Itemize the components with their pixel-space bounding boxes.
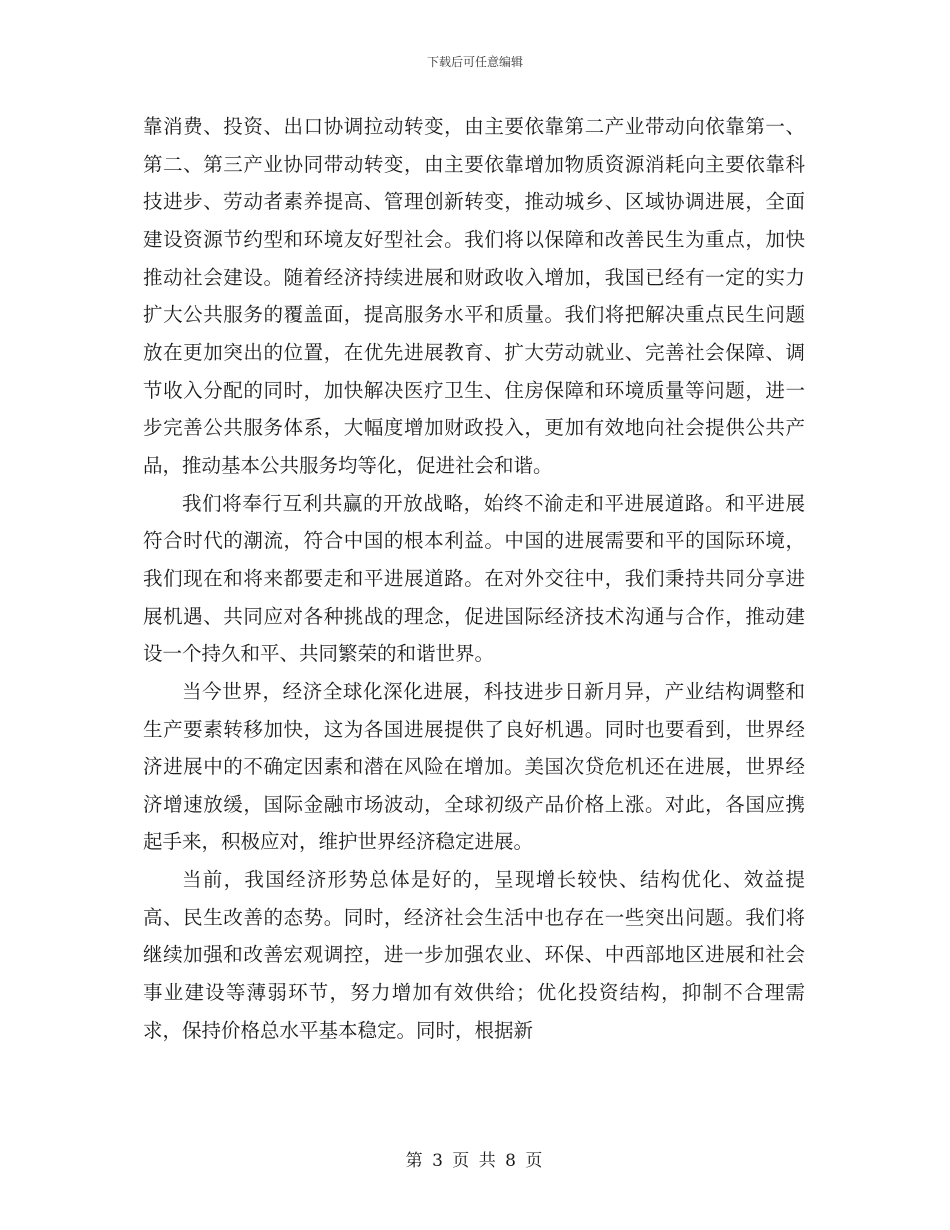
page-header-note: 下载后可任意编辑 [426,55,523,69]
paragraph-3: 当今世界，经济全球化深化进展，科技进步日新月异，产业结构调整和生产要素转移加快，这为各国进展提供了良好机遇。同时也要看到，世界经济进展中的不确定因素和潜在风险在增加。美国次贷危机还在进展，世界经济增速放缓，国际金融市场波动，全球初级产品价格上涨。对此，各国应携起手来，积极应对，维护世界经济稳定进展。 [143,679,805,854]
page-number: 第 3 页 共 8 页 [405,1151,545,1171]
paragraph-4: 当前，我国经济形势总体是好的，呈现增长较快、结构优化、效益提高、民生改善的态势。同时，经济社会生活中也存在一些突出问题。我们将继续加强和改善宏观调控，进一步加强农业、环保、中西部地区进展和社会事业建设等薄弱环节，努力增加有效供给；优化投资结构，抑制不合理需求，保持价格总水平基本稳定。同时，根据新 [143,868,805,1042]
paragraph-1: 靠消费、投资、出口协调拉动转变，由主要依靠第二产业带动向依靠第一、第二、第三产业协同带动转变，由主要依靠增加物质资源消耗向主要依靠科技进步、劳动者素养提高、管理创新转变，推动城乡、区域协调进展，全面建设资源节约型和环境友好型社会。我们将以保障和改善民生为重点，加快推动社会建设。随着经济持续进展和财政收入增加，我国已经有一定的实力扩大公共服务的覆盖面，提高服务水平和质量。我们将把解决重点民生问题放在更加突出的位置，在优先进展教育、扩大劳动就业、完善社会保障、调节收入分配的同时，加快解决医疗卫生、住房保障和环境质量等问题，进一步完善公共服务体系，大幅度增加财政投入，更加有效地向社会提供公共产品，推动基本公共服务均等化，促进社会和谐。 [143,115,805,477]
document-body [143,108,805,1049]
paragraph-2: 我们将奉行互利共赢的开放战略，始终不渝走和平进展道路。和平进展符合时代的潮流，符合中国的根本利益。中国的进展需要和平的国际环境，我们现在和将来都要走和平进展道路。在对外交往中，我们秉持共同分享进展机遇、共同应对各种挑战的理念，促进国际经济技术沟通与合作，推动建设一个持久和平、共同繁荣的和谐世界。 [143,491,805,666]
